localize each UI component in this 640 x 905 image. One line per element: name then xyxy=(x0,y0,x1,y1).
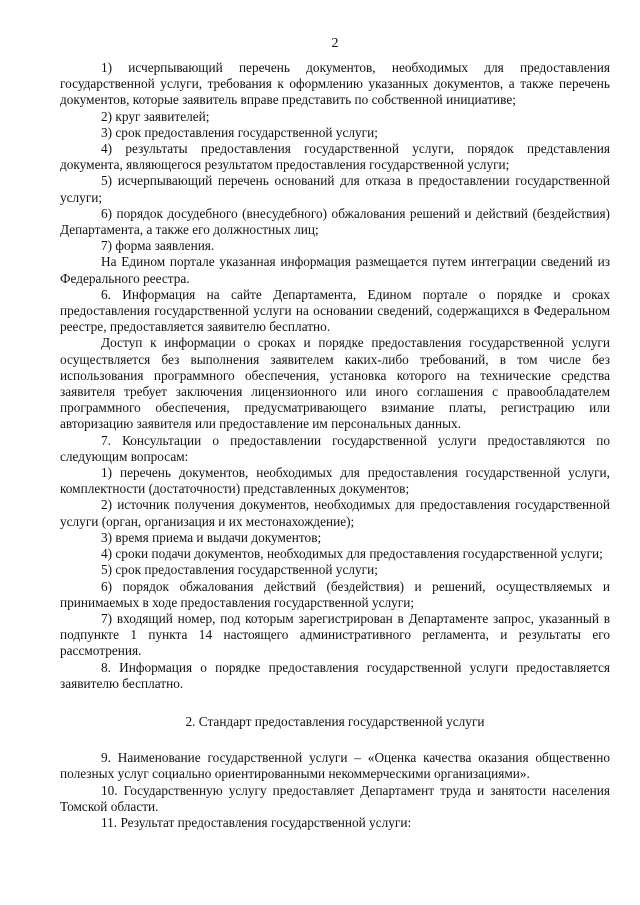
paragraph: 11. Результат предоставления государственной услуги: xyxy=(101,814,412,830)
paragraph: На Едином портале указанная информация размещается путем интеграции сведений из Федерального реестра. xyxy=(60,254,610,286)
paragraph: 1) исчерпывающий перечень документов, необходимых для предоставления государственной услуги, требования к оформлению указанных документов, а также перечень документов, которые заявитель вправе представить по собственной инициативе; xyxy=(60,60,610,108)
paragraph: 4) сроки подачи документов, необходимых для предоставления государственной услуги; xyxy=(101,546,603,562)
paragraph: 4) результаты предоставления государственной услуги, порядок представления документа, являющегося результатом предоставления государственной услуги; xyxy=(60,141,610,173)
paragraph: 2) круг заявителей; xyxy=(101,108,210,124)
paragraph: 9. Наименование государственной услуги – «Оценка качества оказания общественно полезных услуг социально ориентированными некоммерческими организациями». xyxy=(60,750,610,782)
body-text-after xyxy=(60,750,610,831)
paragraph: Доступ к информации о сроках и порядке предоставления государственной услуги осуществляется без выполнения заявителем каких-либо требований, в том числе без использования программного обеспечения, установка которого на технические средства заявителя требует заключения лицензионного или иного соглашения с правообладателем программного обеспечения, предусматривающего взимание платы, регистрацию или авторизацию заявителя или предоставление им персональных данных. xyxy=(60,335,610,432)
section-heading: 2. Стандарт предоставления государственной услуги xyxy=(185,713,485,729)
paragraph: 3) время приема и выдачи документов; xyxy=(101,529,322,545)
paragraph: 5) исчерпывающий перечень оснований для отказа в предоставлении государственной услуги; xyxy=(60,173,610,205)
paragraph: 7) входящий номер, под которым зарегистрирован в Департаменте запрос, указанный в подпункте 1 пункта 14 настоящего административного регламента, и результаты его рассмотрения. xyxy=(60,610,610,659)
paragraph: 6) порядок досудебного (внесудебного) обжалования решений и действий (бездействия) Департамента, а также его должностных лиц; xyxy=(60,205,610,238)
paragraph: 1) перечень документов, необходимых для предоставления государственной услуги, комплектности (достаточности) представленных документов; xyxy=(60,465,610,497)
paragraph: 7. Консультации о предоставлении государственной услуги предоставляются по следующим вопросам: xyxy=(60,432,610,464)
paragraph: 6. Информация на сайте Департамента, Едином портале о порядке и сроках предоставления государственной услуги на основании сведений, содержащихся в Федеральном реестре, предоставляется заявителю бесплатно. xyxy=(60,286,610,335)
body-text-before xyxy=(60,60,610,692)
page-number: 2 xyxy=(331,36,339,51)
paragraph: 2) источник получения документов, необходимых для предоставления государственной услуги (орган, организация и их местонахождение); xyxy=(60,497,610,529)
paragraph: 3) срок предоставления государственной услуги; xyxy=(101,124,378,140)
paragraph: 8. Информация о порядке предоставления государственной услуги предоставляется заявителю бесплатно. xyxy=(60,659,610,691)
paragraph: 6) порядок обжалования действий (бездействия) и решений, осуществляемых и принимаемых в ходе предоставления государственной услуги; xyxy=(60,578,610,610)
paragraph: 5) срок предоставления государственной услуги; xyxy=(101,562,378,578)
paragraph: 10. Государственную услугу предоставляет Департамент труда и занятости населения Томской области. xyxy=(60,782,610,814)
paragraph: 7) форма заявления. xyxy=(101,238,215,254)
